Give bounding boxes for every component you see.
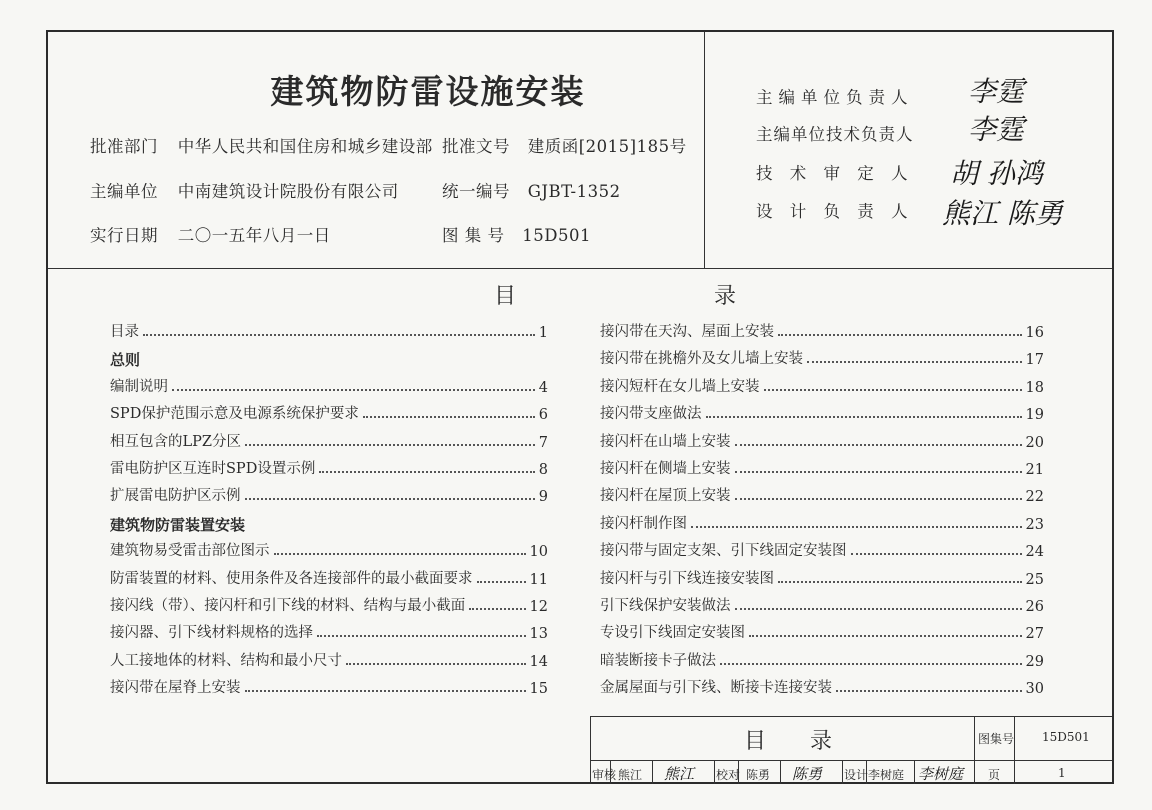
toc-entry-page: 29: [1025, 654, 1044, 670]
info-value: 中华人民共和国住房和城乡建设部: [177, 137, 433, 156]
toc-entry[interactable]: [600, 620, 1044, 642]
toc-entry-title: 专设引下线固定安装图: [600, 625, 745, 641]
toc-entry[interactable]: [600, 346, 1044, 368]
atlas-no-value: 15D501: [1042, 730, 1090, 744]
toc-entry-page: 8: [538, 462, 548, 478]
toc-dot-leader: [245, 444, 535, 446]
toc-entry-title: 人工接地体的材料、结构和最小尺寸: [110, 653, 342, 669]
title-block-top-border: [590, 716, 1112, 717]
toc-entry-page: 7: [538, 435, 548, 451]
toc-dot-leader: [720, 663, 1022, 665]
toc-dot-leader: [735, 608, 1022, 610]
toc-entry[interactable]: [600, 538, 1044, 560]
toc-entry-page: 12: [529, 599, 548, 615]
cell-divider: [714, 760, 715, 784]
title-block-divider: [974, 716, 975, 784]
toc-entry-page: 27: [1025, 626, 1044, 642]
info-label: 实行日期: [90, 226, 158, 245]
page-label: 页: [988, 768, 1001, 782]
toc-entry[interactable]: [110, 429, 548, 451]
info-value: GJBT-1352: [527, 182, 621, 201]
toc-dot-leader: [143, 334, 535, 336]
toc-dot-leader: [735, 498, 1022, 500]
toc-entry[interactable]: [600, 593, 1044, 615]
info-row-atlas-no: [442, 222, 591, 246]
toc-entry-title: 建筑物易受雷击部位图示: [110, 543, 270, 559]
toc-dot-leader: [274, 553, 526, 555]
check-label: 校对: [716, 768, 741, 782]
toc-entry-title: 引下线保护安装做法: [600, 598, 731, 614]
title-block-divider: [1014, 716, 1015, 784]
toc-entry-page: 25: [1025, 572, 1044, 588]
toc-entry[interactable]: [110, 566, 548, 588]
designer-name: 李树庭: [868, 768, 905, 782]
toc-entry-page: 22: [1025, 489, 1044, 505]
signature-role: 主编单位技术负责人: [756, 125, 914, 144]
header-divider-vertical: [704, 32, 705, 268]
toc-entry-page: 11: [529, 572, 548, 588]
signature-role: 设 计 负 责 人: [756, 202, 914, 221]
toc-dot-leader: [469, 608, 525, 610]
reviewer-signature: 熊江: [664, 765, 695, 783]
toc-entry-page: 13: [529, 626, 548, 642]
toc-entry-page: 15: [529, 681, 548, 697]
info-value: 15D501: [522, 226, 591, 245]
reviewer-name: 熊江: [618, 768, 643, 782]
toc-dot-leader: [172, 389, 535, 391]
signature-mark: 李霆: [968, 75, 1025, 108]
toc-entry-page: 23: [1025, 517, 1044, 533]
toc-entry-page: 4: [538, 380, 548, 396]
toc-dot-leader: [319, 471, 534, 473]
toc-entry-title: 目录: [110, 324, 139, 340]
toc-entry-title: 接闪短杆在女儿墙上安装: [600, 379, 760, 395]
toc-entry-page: 16: [1025, 325, 1044, 341]
toc-entry-title: 接闪杆在山墙上安装: [600, 434, 731, 450]
title-block-mid-line: [590, 760, 1112, 761]
cell-divider: [652, 760, 653, 784]
toc-entry-title: 接闪杆与引下线连接安装图: [600, 571, 774, 587]
toc-right-column: [600, 319, 1044, 709]
toc-dot-leader: [363, 416, 535, 418]
checker-signature: 陈勇: [792, 765, 823, 783]
toc-entry[interactable]: [600, 648, 1044, 670]
title-block: [590, 716, 1114, 784]
toc-dot-leader: [706, 416, 1022, 418]
toc-dot-leader: [346, 663, 526, 665]
toc-dot-leader: [764, 389, 1022, 391]
toc-entry-page: 10: [529, 544, 548, 560]
signature-mark: 熊江 陈勇: [942, 197, 1063, 230]
toc-entry-page: 6: [538, 407, 548, 423]
info-value: 二〇一五年八月一日: [177, 226, 331, 245]
info-label: 批准部门: [90, 137, 158, 156]
checker-name: 陈勇: [746, 768, 771, 782]
toc-entry-title: 金属屋面与引下线、断接卡连接安装: [600, 680, 832, 696]
page-value: 1: [1058, 766, 1066, 780]
toc-entry[interactable]: [600, 374, 1044, 396]
signature-role: 主编单位负责人: [756, 88, 914, 107]
toc-entry-page: 14: [529, 654, 548, 670]
info-label: 图 集 号: [442, 226, 505, 245]
cell-divider: [842, 760, 843, 784]
toc-entry-title: 接闪带支座做法: [600, 406, 702, 422]
toc-entry-title: 编制说明: [110, 379, 168, 395]
info-value: 中南建筑设计院股份有限公司: [177, 182, 399, 201]
title-block-title: 目 录: [744, 729, 833, 754]
title-block-left-border: [590, 716, 591, 784]
toc-left-column: [110, 319, 548, 709]
info-label: 主编单位: [90, 182, 158, 201]
toc-dot-leader: [851, 553, 1022, 555]
toc-entry-title: 接闪杆在侧墙上安装: [600, 461, 731, 477]
toc-entry-page: 19: [1025, 407, 1044, 423]
toc-entry-title: 接闪器、引下线材料规格的选择: [110, 625, 313, 641]
toc-entry-title: 暗装断接卡子做法: [600, 653, 716, 669]
info-row-approval: [90, 133, 433, 157]
designer-signature: 李树庭: [918, 765, 964, 783]
toc-entry[interactable]: [110, 620, 548, 642]
toc-entry-title: 接闪杆在屋顶上安装: [600, 488, 731, 504]
toc-entry[interactable]: [110, 538, 548, 560]
toc-dot-leader: [245, 498, 535, 500]
toc-entry[interactable]: [600, 456, 1044, 478]
toc-entry-title: 接闪带与固定支架、引下线固定安装图: [600, 543, 847, 559]
toc-entry-title: 相互包含的LPZ分区: [110, 434, 241, 450]
toc-entry[interactable]: [110, 319, 548, 341]
toc-entry-title: 接闪带在挑檐外及女儿墙上安装: [600, 351, 803, 367]
info-label: 统一编号: [442, 182, 510, 201]
toc-heading: 目 录: [494, 284, 737, 309]
toc-entry-page: 1: [538, 325, 548, 341]
toc-section-heading: 总则: [110, 351, 141, 369]
toc-entry[interactable]: [600, 429, 1044, 451]
signature-mark: 李霆: [968, 113, 1025, 146]
toc-entry[interactable]: [110, 648, 548, 670]
toc-entry[interactable]: [110, 675, 548, 697]
signature-mark: 胡 孙鸿: [950, 157, 1043, 190]
toc-entry[interactable]: [600, 566, 1044, 588]
toc-entry-page: 24: [1025, 544, 1044, 560]
toc-dot-leader: [245, 690, 526, 692]
toc-entry-page: 18: [1025, 380, 1044, 396]
toc-dot-leader: [477, 581, 526, 583]
toc-entry-title: 接闪线（带）、接闪杆和引下线的材料、结构与最小截面: [110, 598, 466, 614]
toc-entry-page: 9: [538, 489, 548, 505]
info-value: 建质函[2015]185号: [527, 137, 687, 156]
toc-entry[interactable]: [600, 401, 1044, 423]
toc-dot-leader: [807, 361, 1022, 363]
toc-entry-title: 扩展雷电防护区示例: [110, 488, 241, 504]
design-label: 设计: [844, 768, 869, 782]
toc-dot-leader: [749, 635, 1022, 637]
toc-entry-title: 雷电防护区互连时SPD设置示例: [110, 461, 316, 477]
toc-dot-leader: [691, 526, 1022, 528]
toc-entry-page: 21: [1025, 462, 1044, 478]
toc-entry[interactable]: [110, 483, 548, 505]
toc-entry-page: 20: [1025, 435, 1044, 451]
info-row-editor: [90, 178, 399, 202]
toc-entry[interactable]: [110, 401, 548, 423]
toc-entry[interactable]: [600, 319, 1044, 341]
review-label: 审核: [592, 768, 617, 782]
toc-entry-page: 30: [1025, 681, 1044, 697]
page-title: 建筑物防雷设施安装: [270, 72, 586, 111]
toc-dot-leader: [735, 444, 1022, 446]
header-divider-horizontal: [48, 268, 1112, 269]
toc-dot-leader: [735, 471, 1022, 473]
toc-entry-title: 防雷装置的材料、使用条件及各连接部件的最小截面要求: [110, 571, 473, 587]
toc-entry-title: 接闪带在屋脊上安装: [110, 680, 241, 696]
toc-entry-page: 17: [1025, 352, 1044, 368]
toc-entry[interactable]: [110, 374, 548, 396]
toc-dot-leader: [836, 690, 1022, 692]
toc-entry[interactable]: [110, 456, 548, 478]
toc-entry[interactable]: [600, 675, 1044, 697]
drawing-frame: [46, 30, 1114, 784]
toc-entry[interactable]: [600, 483, 1044, 505]
toc-entry-page: 26: [1025, 599, 1044, 615]
atlas-no-label: 图集号: [978, 732, 1015, 746]
cell-divider: [780, 760, 781, 784]
toc-dot-leader: [317, 635, 526, 637]
toc-section-heading: 建筑物防雷装置安装: [110, 516, 246, 534]
signature-role: 技 术 审 定 人: [756, 164, 914, 183]
toc-entry[interactable]: [110, 593, 548, 615]
info-row-date: [90, 222, 331, 246]
toc-entry-title: 接闪杆制作图: [600, 516, 687, 532]
toc-dot-leader: [778, 334, 1022, 336]
cell-divider: [914, 760, 915, 784]
info-row-approval-no: [442, 133, 687, 157]
info-row-unified-no: [442, 178, 621, 202]
toc-entry[interactable]: [600, 511, 1044, 533]
toc-entry-title: 接闪带在天沟、屋面上安装: [600, 324, 774, 340]
toc-dot-leader: [778, 581, 1022, 583]
info-label: 批准文号: [442, 137, 510, 156]
toc-entry-title: SPD保护范围示意及电源系统保护要求: [110, 406, 359, 422]
